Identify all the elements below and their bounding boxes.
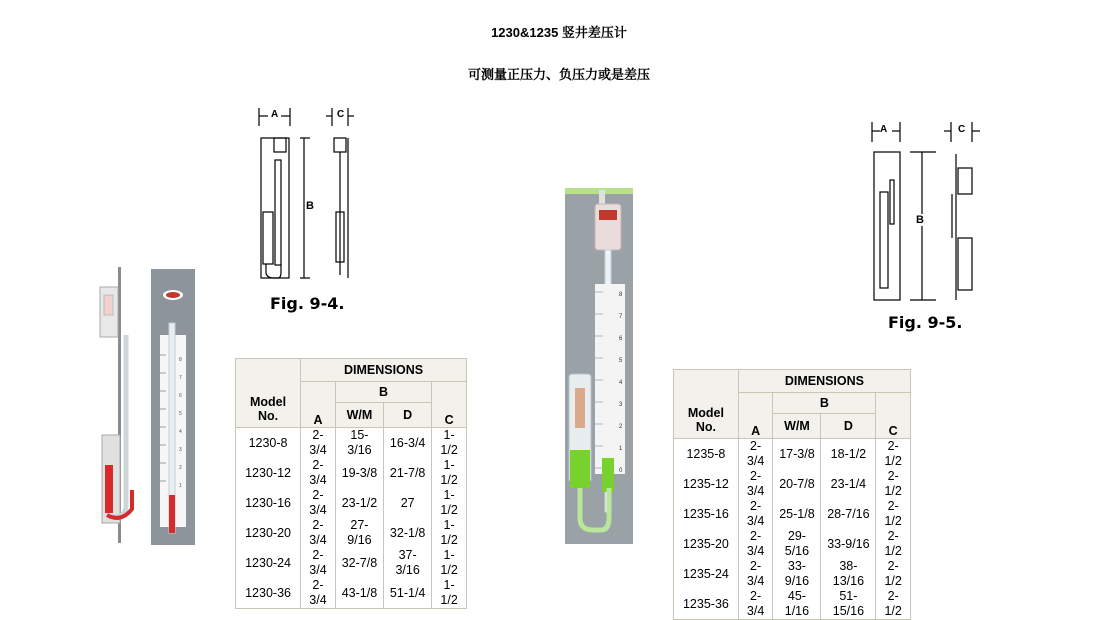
a-cell: 2-3/4 bbox=[738, 589, 773, 620]
wm-cell: 29-5/16 bbox=[773, 529, 821, 559]
manometer-1230-photo bbox=[96, 265, 196, 545]
d-cell: 23-1/4 bbox=[821, 469, 876, 499]
wm-cell: 20-7/8 bbox=[773, 469, 821, 499]
column-d-header: D bbox=[821, 414, 876, 439]
a-cell: 2-3/4 bbox=[301, 518, 336, 548]
wm-cell: 17-3/8 bbox=[773, 439, 821, 470]
d-cell: 21-7/8 bbox=[384, 458, 432, 488]
dimensions-table-1235 bbox=[673, 369, 911, 620]
table-row bbox=[236, 488, 467, 518]
table-row bbox=[236, 548, 467, 578]
model-header: Model No. bbox=[674, 370, 739, 439]
manometer-1235-photo bbox=[565, 188, 633, 544]
page-subtitle: 可测量正压力、负压力或是差压 bbox=[467, 67, 650, 82]
a-cell: 2-3/4 bbox=[738, 529, 773, 559]
model-header: Model No. bbox=[236, 359, 301, 428]
wm-cell: 45-1/16 bbox=[773, 589, 821, 620]
fig-9-4-drawing bbox=[248, 100, 368, 290]
model-cell: 1230-24 bbox=[236, 548, 301, 578]
table-row bbox=[236, 518, 467, 548]
column-b-header: B bbox=[335, 382, 431, 403]
dimensions-table-1230 bbox=[235, 358, 467, 609]
scale-label: 1 bbox=[179, 483, 182, 489]
d-cell: 32-1/8 bbox=[384, 518, 432, 548]
c-cell: 2-1/2 bbox=[876, 499, 911, 529]
table-row bbox=[236, 428, 467, 459]
c-cell: 1-1/2 bbox=[432, 548, 467, 578]
column-wm-header: W/M bbox=[773, 414, 821, 439]
a-cell: 2-3/4 bbox=[738, 469, 773, 499]
table-row bbox=[236, 458, 467, 488]
scale-label: 2 bbox=[179, 465, 182, 471]
table-row bbox=[674, 469, 911, 499]
page-title: 1230&1235 竖井差压计 bbox=[491, 25, 627, 40]
dimensions-header: DIMENSIONS bbox=[301, 359, 467, 382]
c-cell: 1-1/2 bbox=[432, 578, 467, 609]
d-cell: 18-1/2 bbox=[821, 439, 876, 470]
table-row bbox=[674, 559, 911, 589]
d-cell: 27 bbox=[384, 488, 432, 518]
wm-cell: 27-9/16 bbox=[335, 518, 383, 548]
column-a-header: A bbox=[301, 382, 336, 428]
column-c-header: C bbox=[432, 382, 467, 428]
scale-label: 2 bbox=[619, 424, 623, 430]
column-d-header: D bbox=[384, 403, 432, 428]
d-cell: 33-9/16 bbox=[821, 529, 876, 559]
c-cell: 1-1/2 bbox=[432, 488, 467, 518]
model-cell: 1230-16 bbox=[236, 488, 301, 518]
d-cell: 51-1/4 bbox=[384, 578, 432, 609]
wm-cell: 19-3/8 bbox=[335, 458, 383, 488]
d-cell: 38-13/16 bbox=[821, 559, 876, 589]
model-cell: 1235-16 bbox=[674, 499, 739, 529]
scale-label: 7 bbox=[179, 375, 182, 381]
wm-cell: 15-3/16 bbox=[335, 428, 383, 459]
wm-cell: 32-7/8 bbox=[335, 548, 383, 578]
scale-label: 8 bbox=[619, 292, 623, 298]
wm-cell: 25-1/8 bbox=[773, 499, 821, 529]
fig-9-5-drawing bbox=[866, 118, 986, 308]
model-cell: 1235-20 bbox=[674, 529, 739, 559]
scale-label: 5 bbox=[619, 358, 623, 364]
dimension-a-label: A bbox=[880, 124, 888, 135]
column-a-header: A bbox=[738, 393, 773, 439]
scale-label: 8 bbox=[179, 357, 182, 363]
scale-label: 5 bbox=[179, 411, 182, 417]
table-row bbox=[674, 529, 911, 559]
scale-label: 3 bbox=[179, 447, 182, 453]
model-cell: 1230-20 bbox=[236, 518, 301, 548]
a-cell: 2-3/4 bbox=[738, 499, 773, 529]
fig-9-5-caption: Fig. 9-5. bbox=[888, 313, 963, 332]
wm-cell: 33-9/16 bbox=[773, 559, 821, 589]
model-cell: 1235-12 bbox=[674, 469, 739, 499]
column-c-header: C bbox=[876, 393, 911, 439]
d-cell: 16-3/4 bbox=[384, 428, 432, 459]
c-cell: 2-1/2 bbox=[876, 469, 911, 499]
table-row bbox=[674, 499, 911, 529]
model-cell: 1230-36 bbox=[236, 578, 301, 609]
c-cell: 2-1/2 bbox=[876, 589, 911, 620]
table-row bbox=[674, 589, 911, 620]
d-cell: 28-7/16 bbox=[821, 499, 876, 529]
model-cell: 1235-24 bbox=[674, 559, 739, 589]
a-cell: 2-3/4 bbox=[738, 439, 773, 470]
dimensions-header: DIMENSIONS bbox=[738, 370, 910, 393]
a-cell: 2-3/4 bbox=[301, 548, 336, 578]
scale-label: 4 bbox=[619, 380, 623, 386]
model-cell: 1230-8 bbox=[236, 428, 301, 459]
wm-cell: 43-1/8 bbox=[335, 578, 383, 609]
c-cell: 2-1/2 bbox=[876, 559, 911, 589]
a-cell: 2-3/4 bbox=[738, 559, 773, 589]
scale-label: 1 bbox=[619, 446, 623, 452]
a-cell: 2-3/4 bbox=[301, 428, 336, 459]
c-cell: 1-1/2 bbox=[432, 458, 467, 488]
c-cell: 1-1/2 bbox=[432, 518, 467, 548]
a-cell: 2-3/4 bbox=[301, 578, 336, 609]
c-cell: 2-1/2 bbox=[876, 529, 911, 559]
wm-cell: 23-1/2 bbox=[335, 488, 383, 518]
scale-label: 0 bbox=[619, 468, 623, 474]
model-cell: 1235-8 bbox=[674, 439, 739, 470]
scale-label: 3 bbox=[619, 402, 623, 408]
table-row bbox=[236, 578, 467, 609]
dimension-c-label: C bbox=[958, 124, 966, 135]
scale-label: 4 bbox=[179, 429, 182, 435]
scale-label: 6 bbox=[179, 393, 182, 399]
column-b-header: B bbox=[773, 393, 876, 414]
scale-label: 6 bbox=[619, 336, 623, 342]
c-cell: 2-1/2 bbox=[876, 439, 911, 470]
model-cell: 1235-36 bbox=[674, 589, 739, 620]
table-row bbox=[674, 439, 911, 470]
d-cell: 37-3/16 bbox=[384, 548, 432, 578]
d-cell: 51-15/16 bbox=[821, 589, 876, 620]
column-wm-header: W/M bbox=[335, 403, 383, 428]
a-cell: 2-3/4 bbox=[301, 458, 336, 488]
c-cell: 1-1/2 bbox=[432, 428, 467, 459]
fig-9-4-caption: Fig. 9-4. bbox=[270, 294, 345, 313]
dimension-c-label: C bbox=[337, 109, 345, 120]
dimension-b-label: B bbox=[306, 200, 314, 212]
model-cell: 1230-12 bbox=[236, 458, 301, 488]
dimension-a-label: A bbox=[271, 109, 279, 120]
dimension-b-label: B bbox=[916, 214, 924, 226]
a-cell: 2-3/4 bbox=[301, 488, 336, 518]
scale-label: 7 bbox=[619, 314, 623, 320]
